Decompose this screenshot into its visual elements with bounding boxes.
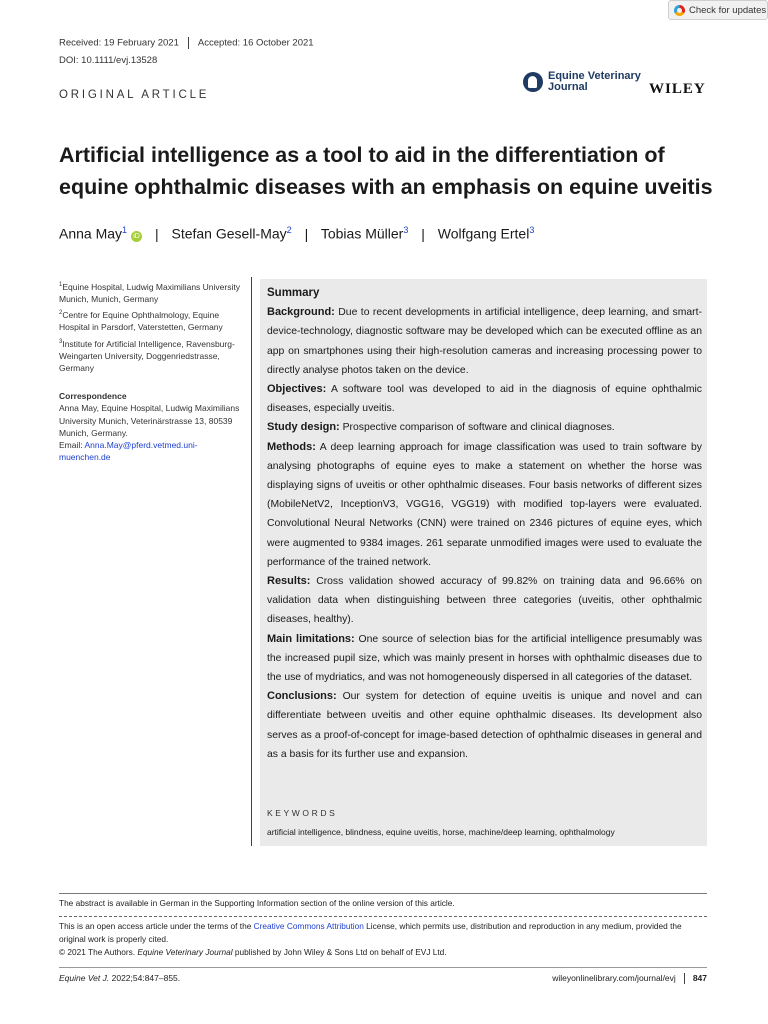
correspondence-address: Anna May, Equine Hospital, Ludwig Maximilians University Munich, Veterinärstrasse 13, 80539 Munich, Germany. bbox=[59, 403, 240, 438]
abstract-heading: Summary bbox=[267, 287, 320, 299]
crossmark-icon bbox=[674, 5, 685, 16]
page-number: 847 bbox=[692, 973, 707, 983]
divider: | bbox=[154, 225, 159, 242]
page-footer-right bbox=[552, 973, 707, 984]
citation-details: 2022;54:847–855. bbox=[109, 973, 181, 983]
keywords: artificial intelligence, blindness, equine uveitis, horse, machine/deep learning, ophthalmology bbox=[267, 827, 615, 837]
journal-url[interactable]: wileyonlinelibrary.com/journal/evj bbox=[552, 973, 676, 983]
section-label: Methods: bbox=[267, 440, 316, 453]
section-text: Cross validation showed accuracy of 99.82% on training data and 96.66% on validation data when distinguishing between three categories (uveitis, other ophthalmic diseases, healthy). bbox=[267, 576, 702, 626]
affiliation-number: 3 bbox=[59, 339, 63, 345]
affiliation-text: Centre for Equine Ophthalmology, Equine Hospital in Parsdorf, Vaterstetten, Germany bbox=[59, 309, 223, 333]
section-label: Main limitations: bbox=[267, 632, 355, 645]
abstract-section bbox=[267, 572, 702, 630]
publisher-logo[interactable]: WILEY bbox=[649, 81, 706, 97]
german-abstract-note: The abstract is available in German in the Supporting Information section of the online version of this article. bbox=[59, 898, 455, 908]
section-label: Results: bbox=[267, 575, 311, 588]
keywords-title: KEYWORDS bbox=[267, 808, 338, 818]
author-list bbox=[59, 225, 534, 242]
affiliation-text: Institute for Artificial Intelligence, Ravensburg-Weingarten University, Doggenriedstrasse, Germany bbox=[59, 338, 235, 374]
check-for-updates-label: Check for updates bbox=[689, 4, 767, 16]
column-divider bbox=[251, 277, 252, 846]
license-text: License, which permits use, distribution and reproduction in any medium, provided the original work is properly cited. bbox=[59, 921, 682, 944]
article-dates bbox=[59, 37, 314, 49]
orcid-icon[interactable]: iD bbox=[131, 231, 142, 242]
copyright-journal: Equine Veterinary Journal bbox=[137, 947, 233, 957]
abstract-section bbox=[267, 380, 702, 418]
abstract-section bbox=[267, 438, 702, 572]
section-label: Objectives: bbox=[267, 383, 327, 396]
affiliation bbox=[59, 279, 249, 305]
divider bbox=[684, 973, 685, 984]
check-for-updates-button[interactable] bbox=[668, 0, 768, 20]
abstract-section bbox=[267, 418, 702, 437]
copyright-note bbox=[59, 946, 707, 959]
divider bbox=[188, 37, 189, 49]
footnote-dashed-rule bbox=[59, 916, 707, 917]
correspondence-email bbox=[59, 439, 249, 464]
license-text: This is an open access article under the terms of the bbox=[59, 921, 254, 931]
correspondence-title: Correspondence bbox=[59, 391, 127, 401]
divider: | bbox=[304, 225, 309, 242]
copyright-text: © 2021 The Authors. bbox=[59, 947, 138, 957]
correspondence bbox=[59, 390, 249, 464]
section-text: A software tool was developed to aid in the diagnosis of equine ophthalmic diseases, especially uveitis. bbox=[267, 384, 702, 415]
creative-commons-link[interactable]: Creative Commons Attribution bbox=[253, 921, 364, 931]
affiliation-text: Equine Hospital, Ludwig Maximilians University Munich, Munich, Germany bbox=[59, 281, 240, 305]
author-name[interactable]: Anna May bbox=[59, 225, 123, 242]
journal-name-line1: Equine Veterinary bbox=[548, 70, 641, 82]
journal-name bbox=[548, 71, 641, 93]
citation bbox=[59, 973, 180, 983]
section-label: Study design: bbox=[267, 421, 340, 434]
abstract-body bbox=[267, 284, 702, 764]
section-text: Our system for detection of equine uveitis is unique and novel and can differentiate between uveitis and other equine ophthalmic diseases. Its development also serves as a proof-of-concept for image-based detection of ophthalmic diseases in general and as a basis for its further use and expansion. bbox=[267, 691, 702, 760]
section-text: Prospective comparison of software and clinical diagnoses. bbox=[342, 422, 615, 434]
section-text: Due to recent developments in artificial intelligence, deep learning, and smart-device-technology, diagnostic software may be developed which can be executed offline as an app on smartphones using their high-resolution cameras and increasing processing power to directly analyse photos taken on the device. bbox=[267, 307, 702, 376]
affiliation bbox=[59, 307, 249, 333]
article-title: Artificial intelligence as a tool to aid in the differentiation of equine ophthalmic diseases with an emphasis on equine uveitis bbox=[59, 143, 713, 199]
journal-logo[interactable] bbox=[523, 71, 641, 93]
section-label: Background: bbox=[267, 306, 335, 319]
affiliation bbox=[59, 336, 249, 375]
journal-name-line2: Journal bbox=[548, 81, 588, 93]
author-affil-ref[interactable]: 3 bbox=[529, 225, 535, 235]
author-name[interactable]: Wolfgang Ertel bbox=[437, 225, 530, 242]
section-label: ORIGINAL ARTICLE bbox=[59, 89, 210, 101]
author-name[interactable]: Stefan Gesell-May bbox=[171, 225, 287, 242]
received-date: Received: 19 February 2021 bbox=[59, 37, 179, 49]
section-text: A deep learning approach for image classification was used to train software by analysing photographs of equine eyes to make a statement on whether the horse was displaying signs of uveitis or other ophthalmic diseases. Four basis networks of different sizes (MobileNetV2, InceptionV3, VGG16, VGG19) with modified top-layers were evaluated. Convolutional Neural Networks (CNN) were trained on 2346 pictures of equine eyes, which were augmented to 9384 images. 261 separate unmodified images were used to evaluate the performance of the trained network. bbox=[267, 441, 702, 568]
citation-journal: Equine Vet J. bbox=[59, 973, 110, 983]
journal-horse-icon bbox=[523, 72, 543, 92]
affiliation-number: 2 bbox=[59, 310, 63, 316]
abstract-section bbox=[267, 303, 702, 380]
divider: | bbox=[421, 225, 425, 242]
doi: DOI: 10.1111/evj.13528 bbox=[59, 55, 158, 66]
page-footer bbox=[59, 973, 707, 983]
author-name[interactable]: Tobias Müller bbox=[320, 225, 404, 242]
section-label: Conclusions: bbox=[267, 690, 337, 703]
email-label: Email: bbox=[59, 440, 85, 451]
license-note bbox=[59, 920, 707, 946]
page-footer-rule bbox=[59, 967, 707, 968]
accepted-date: Accepted: 16 October 2021 bbox=[197, 37, 314, 49]
email-link[interactable]: Anna.May@pferd.vetmed.uni-muenchen.de bbox=[59, 440, 198, 463]
abstract-section bbox=[267, 630, 702, 688]
author-affil-ref[interactable]: 1 bbox=[122, 225, 128, 235]
footnote-rule bbox=[59, 893, 707, 894]
author-affil-ref[interactable]: 3 bbox=[403, 225, 409, 235]
abstract-section bbox=[267, 687, 702, 764]
section-text: One source of selection bias for the artificial intelligence presumably was the increased pupil size, which was mainly present in horses with ophthalmic diseases due to the use of mydriatics, and was not homogeneously dispersed in all categories of the dataset. bbox=[267, 633, 703, 684]
copyright-text: published by John Wiley & Sons Ltd on behalf of EVJ Ltd. bbox=[232, 947, 447, 957]
author-affil-ref[interactable]: 2 bbox=[286, 225, 292, 235]
abstract-box bbox=[260, 279, 707, 846]
affiliation-number: 1 bbox=[59, 282, 63, 288]
